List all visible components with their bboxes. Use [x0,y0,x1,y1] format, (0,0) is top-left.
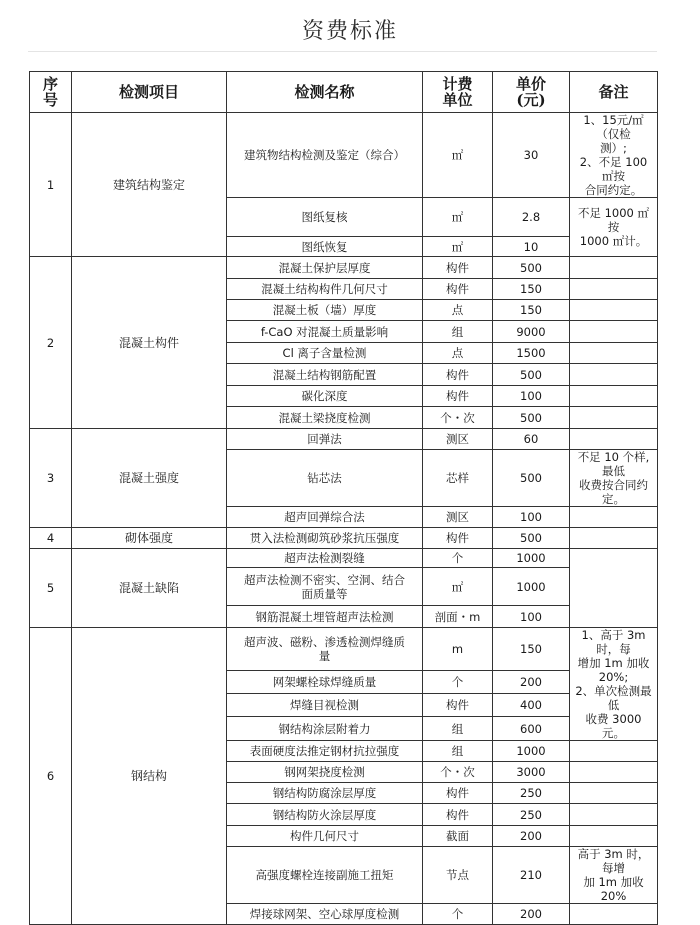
unit-cell: 测区 [423,429,493,450]
test-name-cell: 钢筋混凝土埋管超声法检测 [227,606,423,628]
price-cell: 3000 [493,762,570,783]
remark-empty-cell [570,279,658,300]
unit-cell: 构件 [423,386,493,407]
table-row [30,429,658,450]
remark-empty-cell [570,549,658,628]
unit-cell: 点 [423,300,493,321]
test-name-cell: 焊缝目视检测 [227,694,423,717]
price-cell: 500 [493,528,570,549]
remark-empty-cell [570,257,658,279]
header-seq-line1: 序 [42,75,58,93]
remark-line: 1、高于 3m 时，每 [581,628,646,656]
test-name-cell: 高强度螺栓连接副施工扭矩 [227,847,423,904]
unit-cell: 构件 [423,279,493,300]
price-cell: 1000 [493,741,570,762]
test-name-cell: 混凝土板（墙）厚度 [227,300,423,321]
remark-empty-cell [570,386,658,407]
test-name-line: 面质量等 [301,586,348,601]
price-cell: 9000 [493,321,570,343]
table-row [30,257,658,279]
table-row [30,549,658,568]
category-cell: 混凝土缺陷 [72,549,227,628]
category-cell: 砌体强度 [72,528,227,549]
test-name-cell: 钢网架挠度检测 [227,762,423,783]
category-cell: 混凝土构件 [72,257,227,429]
remark-empty-cell [570,507,658,528]
test-name-cell: 钢结构涂层附着力 [227,717,423,741]
price-cell: 200 [493,826,570,847]
remark-line: 高于 3m 时，每增 [577,847,650,875]
test-name-cell [227,628,423,671]
remark-line: 1000 ㎡计。 [579,234,648,248]
fee-standard-table [29,71,658,925]
test-name-cell: 网架螺栓球焊缝质量 [227,671,423,694]
price-cell: 60 [493,429,570,450]
header-remark: 备注 [570,72,658,113]
test-name-cell: 碳化深度 [227,386,423,407]
remark-empty-cell [570,804,658,826]
remark-line: 1、15元/㎡（仅检 [583,113,644,141]
header-unit-line2: 单位 [442,91,473,109]
page-title: 资费标准 [301,19,398,44]
unit-cell: 截面 [423,826,493,847]
test-name-cell: 超声法检测裂缝 [227,549,423,568]
seq-cell: 4 [30,528,72,549]
test-name-cell: 建筑物结构检测及鉴定（综合） [227,113,423,198]
unit-cell: 构件 [423,364,493,386]
price-cell: 500 [493,450,570,507]
test-name-line: 超声波、磁粉、渗透检测焊缝质 [244,635,405,650]
remark-line: 收费按合同约定。 [579,478,648,506]
remark-cell [570,198,658,257]
table-row [30,113,658,198]
unit-cell: ㎡ [423,568,493,606]
test-name-cell: 贯入法检测砌筑砂浆抗压强度 [227,528,423,549]
test-name-cell: 钢结构防火涂层厚度 [227,804,423,826]
table-row [30,528,658,549]
price-cell: 30 [493,113,570,198]
remark-empty-cell [570,904,658,925]
remark-empty-cell [570,826,658,847]
seq-cell: 5 [30,549,72,628]
test-name-cell: 表面硬度法推定钢材抗拉强度 [227,741,423,762]
test-name-cell: 钻芯法 [227,450,423,507]
unit-cell: 构件 [423,804,493,826]
unit-cell: 芯样 [423,450,493,507]
remark-line: 2、不足 100 ㎡按 [579,155,648,183]
remark-empty-cell [570,762,658,783]
remark-line: 加 1m 加收 20% [583,875,644,903]
test-name-cell: 混凝土结构钢筋配置 [227,364,423,386]
price-cell: 200 [493,671,570,694]
remark-empty-cell [570,407,658,429]
price-cell: 150 [493,628,570,671]
price-cell: 2.8 [493,198,570,237]
title-divider [28,51,657,52]
test-name-cell: 混凝土结构构件几何尺寸 [227,279,423,300]
unit-cell: 组 [423,741,493,762]
price-cell: 150 [493,300,570,321]
remark-line: 测）; [600,141,627,155]
price-cell: 500 [493,407,570,429]
unit-cell: 个・次 [423,407,493,429]
seq-cell: 3 [30,429,72,528]
remark-empty-cell [570,343,658,364]
category-cell: 建筑结构鉴定 [72,113,227,257]
unit-cell: 构件 [423,257,493,279]
price-cell: 10 [493,237,570,257]
remark-cell [570,628,658,741]
test-name-line: 量 [318,649,331,664]
header-category: 检测项目 [72,72,227,113]
unit-cell: 个 [423,904,493,925]
table-row [30,628,658,671]
test-name-cell: 混凝土梁挠度检测 [227,407,423,429]
header-seq-line2: 号 [42,91,58,109]
unit-cell: 个・次 [423,762,493,783]
unit-cell: m [423,628,493,671]
remark-empty-cell [570,783,658,804]
seq-cell: 6 [30,628,72,925]
category-cell: 混凝土强度 [72,429,227,528]
price-cell: 250 [493,783,570,804]
remark-cell [570,450,658,507]
remark-line: 不足 10 个样, 最低 [577,450,650,478]
price-cell: 250 [493,804,570,826]
test-name-cell: 图纸复核 [227,198,423,237]
price-cell: 1000 [493,568,570,606]
remark-cell [570,113,658,198]
header-price-line1: 单价 [515,75,546,93]
price-cell: 1000 [493,549,570,568]
price-cell: 100 [493,507,570,528]
remark-line: 合同约定。 [584,183,643,197]
remark-empty-cell [570,321,658,343]
price-cell: 500 [493,257,570,279]
remark-line: 不足 1000 ㎡按 [577,206,650,234]
price-cell: 1500 [493,343,570,364]
unit-cell: 个 [423,671,493,694]
remark-empty-cell [570,364,658,386]
test-name-cell [227,568,423,606]
test-name-cell: 构件几何尺寸 [227,826,423,847]
remark-line: 2、单次检测最低 [575,684,652,712]
test-name-cell: 超声回弹综合法 [227,507,423,528]
header-row [30,72,658,113]
header-name: 检测名称 [227,72,423,113]
price-cell: 210 [493,847,570,904]
header-unit-line1: 计费 [442,75,473,93]
test-name-cell: 焊接球网架、空心球厚度检测 [227,904,423,925]
test-name-cell: 混凝土保护层厚度 [227,257,423,279]
unit-cell: 构件 [423,694,493,717]
price-cell: 400 [493,694,570,717]
price-cell: 150 [493,279,570,300]
unit-cell: 组 [423,717,493,741]
remark-cell [570,847,658,904]
remark-empty-cell [570,741,658,762]
seq-cell: 1 [30,113,72,257]
header-price [493,72,570,113]
test-name-line: 超声法检测不密实、空洞、结合 [244,572,405,587]
seq-cell: 2 [30,257,72,429]
unit-cell: 组 [423,321,493,343]
price-cell: 600 [493,717,570,741]
unit-cell: 剖面・m [423,606,493,628]
remark-line: 增加 1m 加收 20%; [577,656,650,684]
header-unit [423,72,493,113]
price-cell: 500 [493,364,570,386]
remark-empty-cell [570,300,658,321]
unit-cell: 构件 [423,528,493,549]
header-seq [30,72,72,113]
test-name-cell: 钢结构防腐涂层厚度 [227,783,423,804]
price-cell: 100 [493,606,570,628]
unit-cell: 测区 [423,507,493,528]
test-name-cell: Cl 离子含量检测 [227,343,423,364]
remark-line: 收费 3000 元。 [585,712,642,740]
unit-cell: 构件 [423,783,493,804]
test-name-cell: f-CaO 对混凝土质量影响 [227,321,423,343]
remark-empty-cell [570,429,658,450]
unit-cell: 节点 [423,847,493,904]
price-cell: 100 [493,386,570,407]
unit-cell: 个 [423,549,493,568]
remark-empty-cell [570,528,658,549]
test-name-cell: 回弹法 [227,429,423,450]
category-cell: 钢结构 [72,628,227,925]
test-name-cell: 图纸恢复 [227,237,423,257]
unit-cell: ㎡ [423,113,493,198]
price-cell: 200 [493,904,570,925]
header-price-line2: (元) [516,91,546,109]
unit-cell: ㎡ [423,198,493,237]
unit-cell: 点 [423,343,493,364]
unit-cell: ㎡ [423,237,493,257]
